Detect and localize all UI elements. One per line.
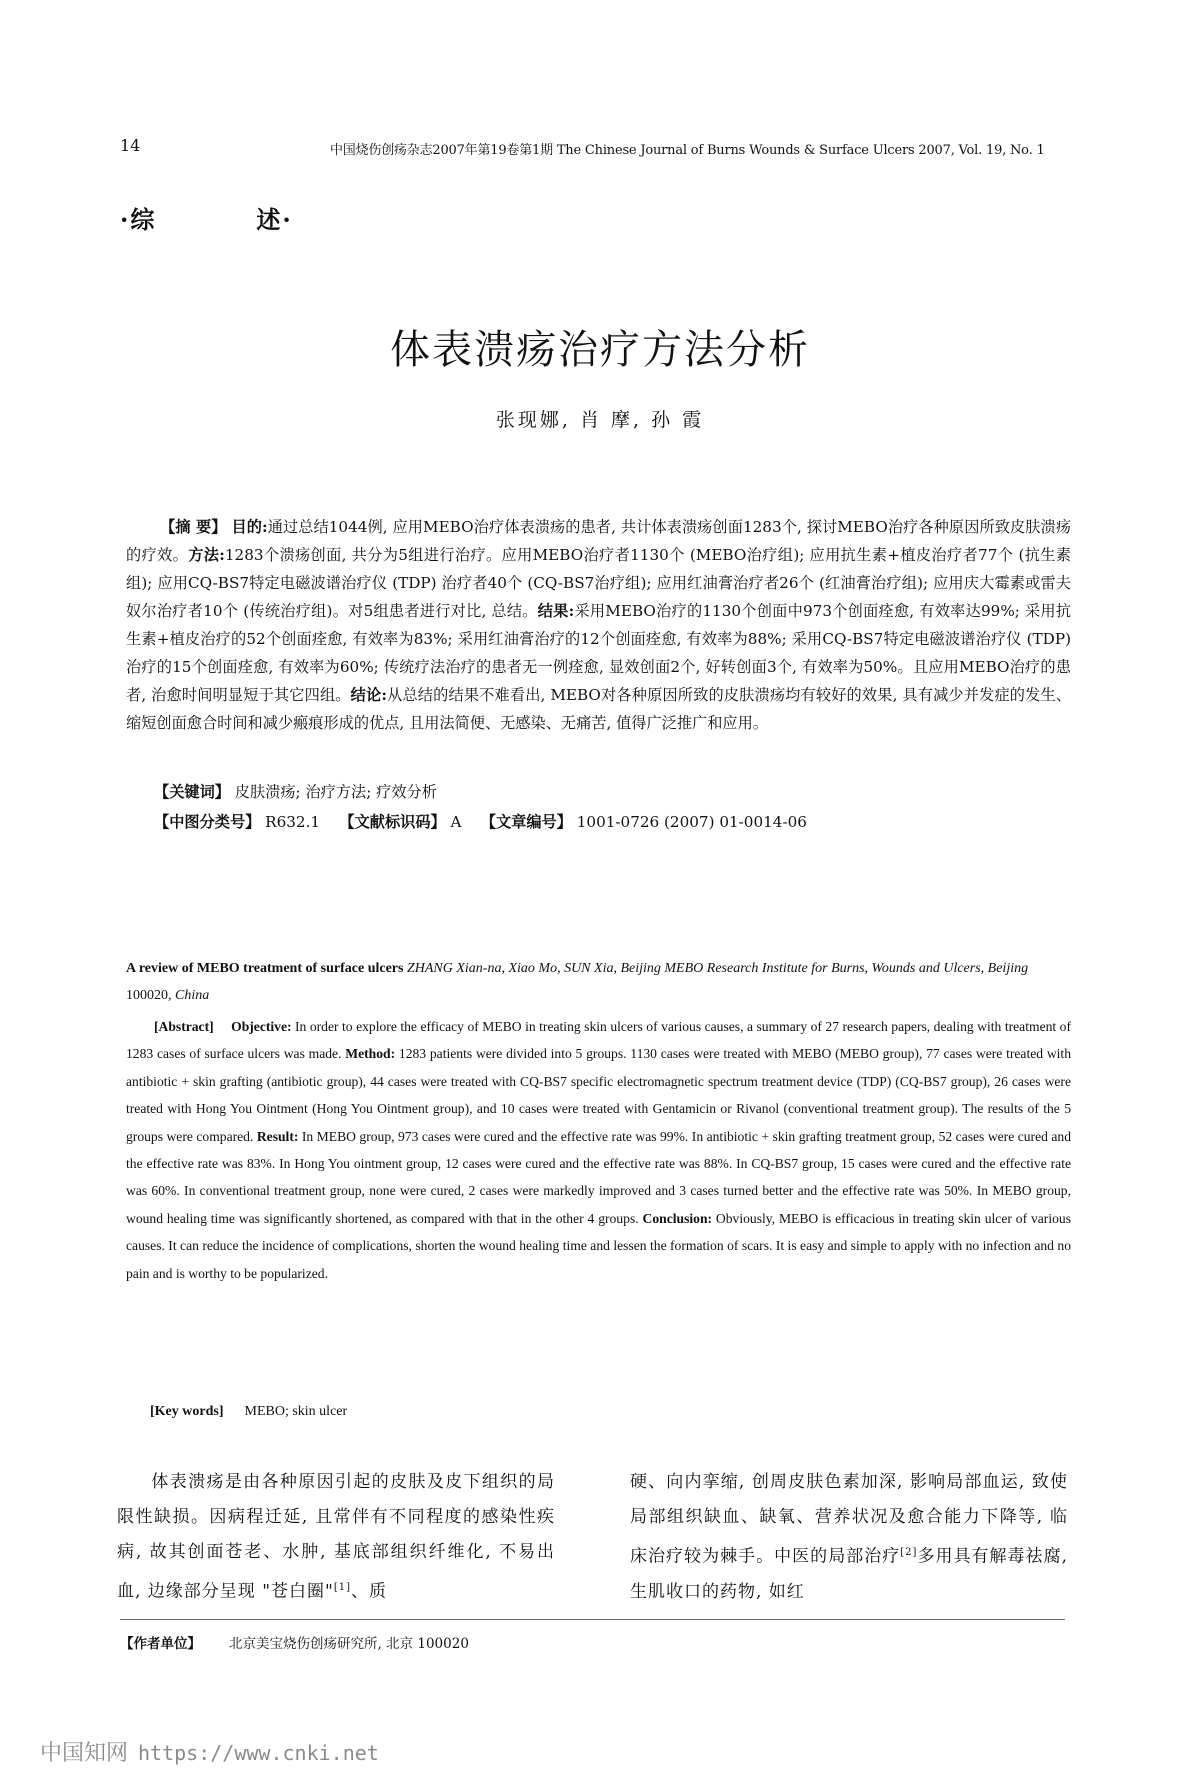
section-label bbox=[120, 200, 293, 235]
section-label-left: ·综 bbox=[120, 205, 157, 234]
article-authors: 张现娜, 肖 摩, 孙 霞 bbox=[495, 409, 705, 431]
english-title-block bbox=[126, 955, 1071, 1009]
conclusion-label: 结论: bbox=[350, 686, 387, 704]
objective-label: 目的: bbox=[231, 518, 268, 536]
watermark-url: https://www.cnki.net bbox=[138, 1741, 379, 1765]
cnki-watermark bbox=[40, 1736, 379, 1767]
result-text: 采用MEBO治疗的1130个创面中973个创面痊愈, 有效率达99%; 采用抗生素+植皮治疗的52个创面痊愈, 有效率为83%; 采用红油膏治疗的12个创面痊愈, 有效率为88%; 采用CQ-BS7特定电磁波谱治疗仪 (TDP) 治疗的15个创面痊愈, 有效率为60%; 传统疗法治疗的患者无一例痊愈, 显效创面2个, 好转创面3个, 有效率为50%。且应用MEBO治疗的患者, 治愈时间明显短于其它四组。 bbox=[126, 602, 1072, 704]
method-text: 1283个溃疡创面, 共分为5组进行治疗。应用MEBO治疗者1130个 (MEBO治疗组); 应用抗生素+植皮治疗者77个 (抗生素组); 应用CQ-BS7特定电磁波谱治疗仪 (TDP) 治疗者40个 (CQ-BS7治疗组); 应用红油膏治疗者26个 (红油膏治疗组); 应用庆大霉素或雷夫奴尔治疗者10个 (传统治疗组)。对5组患者进行对比, 总结。 bbox=[126, 546, 1072, 620]
author-affiliation-footnote bbox=[120, 1632, 469, 1652]
english-keywords bbox=[150, 1404, 347, 1420]
article-title: 体表溃疡治疗方法分析 bbox=[390, 327, 810, 373]
en-objective-text: In order to explore the efficacy of MEBO in treating skin ulcers of various causes, a summary of 27 research papers, dealing with treatment of 1283 cases of surface ulcers was made. bbox=[126, 1019, 1071, 1062]
page-number: 14 bbox=[120, 136, 141, 155]
en-keywords-label: [Key words] bbox=[150, 1404, 224, 1419]
reference-marker: [2] bbox=[900, 1547, 918, 1558]
en-objective-label: Objective: bbox=[231, 1019, 292, 1034]
en-method-label: Method: bbox=[345, 1046, 396, 1062]
en-conclusion-label: Conclusion: bbox=[642, 1210, 713, 1226]
article-no-value: 1001-0726 (2007) 01-0014-06 bbox=[576, 813, 807, 831]
english-authors: ZHANG Xian-na, Xiao Mo, SUN Xia, Beijing MEBO Research Institute for Burns, Wounds and Ulcers, Beijing bbox=[406, 961, 1029, 976]
clc-value: R632.1 bbox=[265, 813, 321, 831]
reference-marker: [1] bbox=[333, 1582, 352, 1593]
keywords-line bbox=[154, 781, 437, 802]
en-keywords-text: MEBO; skin ulcer bbox=[244, 1404, 348, 1419]
body-right-tail: 多用具有解毒祛腐, 生肌收口的药物, 如红 bbox=[630, 1546, 1068, 1602]
result-label: 结果: bbox=[537, 602, 575, 620]
en-result-label: Result: bbox=[256, 1128, 299, 1144]
english-abstract bbox=[126, 1013, 1071, 1287]
article-no-label: 【文章编号】 bbox=[480, 813, 572, 831]
section-label-right: 述· bbox=[256, 205, 293, 234]
clc-label: 【中图分类号】 bbox=[154, 813, 261, 831]
objective-text: 通过总结1044例, 应用MEBO治疗体表溃疡的患者, 共计体表溃疡创面1283个, 探讨MEBO治疗各种原因所致皮肤溃疡的疗效。 bbox=[126, 518, 1072, 564]
en-conclusion-text: Obviously, MEBO is efficacious in treating skin ulcer of various causes. It can reduce the incidence of complications, shorten the wound healing time and lessen the formation of scars. It is easy and simple to apply with no infection and no pain and is worthy to be popularized. bbox=[126, 1210, 1071, 1281]
body-column-left bbox=[117, 1465, 555, 1610]
body-left-tail: 、质 bbox=[351, 1581, 388, 1602]
footnote-text: 北京美宝烧伤创疡研究所, 北京 100020 bbox=[229, 1636, 469, 1652]
chinese-abstract bbox=[126, 513, 1071, 737]
en-result-text: In MEBO group, 973 cases were cured and the effective rate was 99%. In antibiotic + skin grafting treatment group, 52 cases were cured and the effective rate was 83%. In Hong You ointment group, 12 cases were cured and the effective rate was 88%. In CQ-BS7 group, 15 cases were cured and the effective rate was 60%. In conventional treatment group, none were cured, 2 cases were markedly improved and 3 cases turned better and the effective rate was 50%. In MEBO group, wound healing time was significantly shortened, as compared with that in the other 4 groups. bbox=[126, 1128, 1072, 1226]
en-abstract-label: [Abstract] bbox=[154, 1019, 214, 1034]
footnote-label: 【作者单位】 bbox=[120, 1636, 201, 1652]
keywords-text: 皮肤溃疡; 治疗方法; 疗效分析 bbox=[234, 783, 437, 801]
watermark-site: 中国知网 bbox=[40, 1741, 129, 1766]
en-method-text: 1283 patients were divided into 5 groups. 1130 cases were treated with MEBO (MEBO group), 77 cases were treated with antibiotic + skin grafting (antibiotic group), 44 cases were treated with CQ-BS7 specific electromagnetic spectrum treatment device (TDP) (CQ-BS7 group), 26 cases were treated with Hong You Ointment (Hong You Ointment group), and 10 cases were treated with Gentamicin or Rivanol (conventional treatment group). The results of the 5 groups were compared. bbox=[126, 1046, 1072, 1144]
method-label: 方法: bbox=[188, 546, 225, 564]
abstract-label: 【摘 要】 bbox=[160, 518, 227, 536]
doc-code-value: A bbox=[450, 813, 462, 831]
body-left-text: 体表溃疡是由各种原因引起的皮肤及皮下组织的局限性缺损。因病程迁延, 且常伴有不同程度的感染性疾病, 故其创面苍老、水肿, 基底部组织纤维化, 不易出血, 边缘部分呈现 "苍白圈" bbox=[117, 1472, 555, 1602]
classification-line bbox=[154, 811, 807, 832]
keywords-label: 【关键词】 bbox=[154, 783, 230, 801]
conclusion-text: 从总结的结果不难看出, MEBO对各种原因所致的皮肤溃疡均有较好的效果, 具有减少并发症的发生、缩短创面愈合时间和减少瘢痕形成的优点, 且用法简便、无感染、无痛苦, 值得广泛推广和应用。 bbox=[126, 686, 1072, 732]
english-title: A review of MEBO treatment of surface ulcers bbox=[126, 961, 404, 976]
doc-code-label: 【文献标识码】 bbox=[339, 813, 446, 831]
english-country: China bbox=[175, 988, 210, 1003]
footnote-divider bbox=[120, 1619, 1065, 1620]
english-postcode: 100020, bbox=[126, 988, 172, 1003]
body-column-right bbox=[630, 1465, 1068, 1610]
body-right-text: 硬、向内挛缩, 创周皮肤色素加深, 影响局部血运, 致使局部组织缺血、缺氧、营养状况及愈合能力下降等, 临床治疗较为棘手。中医的局部治疗 bbox=[630, 1472, 1068, 1567]
running-header: 中国烧伤创疡杂志2007年第19卷第1期 The Chinese Journal of Burns Wounds & Surface Ulcers 2007, Vol. 19, No. 1 bbox=[330, 143, 1045, 158]
